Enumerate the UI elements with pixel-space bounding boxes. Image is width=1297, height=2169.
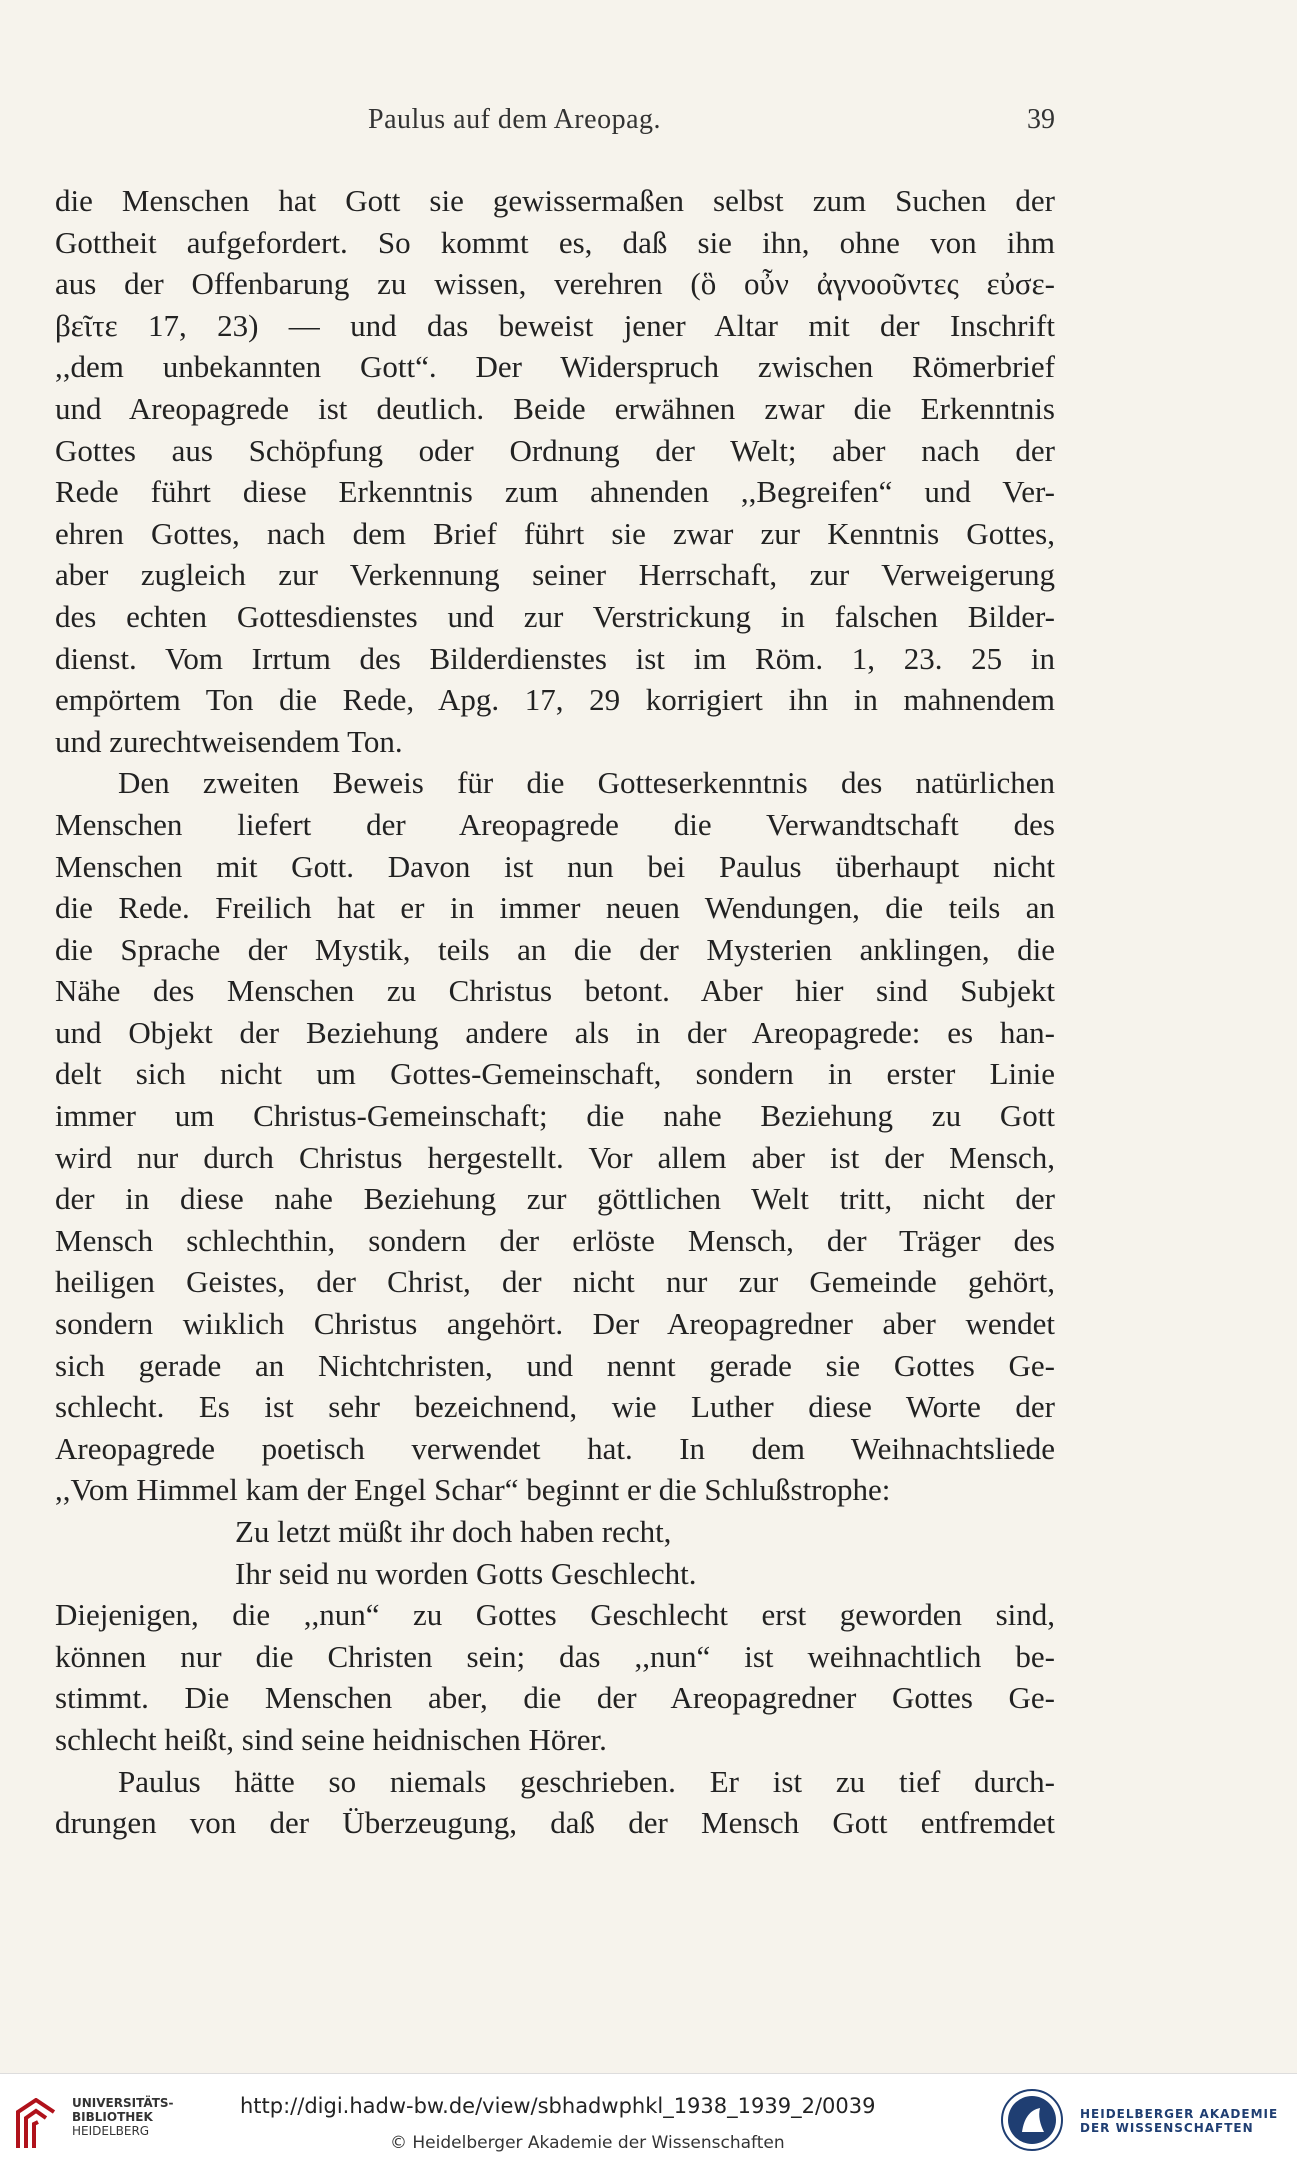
library-line-1: UNIVERSITÄTS-: [72, 2096, 174, 2110]
text-line: heiligen Geistes, der Christ, der nicht nur zur Gemeinde gehört,: [55, 1264, 1055, 1300]
text-line: Gottheit aufgefordert. So kommt es, daß sie ihn, ohne von ihm: [55, 224, 1055, 260]
text-line: stimmt. Die Menschen aber, die der Areopagredner Gottes Ge-: [55, 1680, 1055, 1716]
text-line: Menschen liefert der Areopagrede die Verwandtschaft des: [55, 806, 1055, 842]
text-line: des echten Gottesdienstes und zur Verstrickung in falschen Bilder-: [55, 598, 1055, 634]
text-line: die Sprache der Mystik, teils an die der Mysterien anklingen, die: [55, 931, 1055, 967]
text-line: Diejenigen, die ,,nun“ zu Gottes Geschlecht erst geworden sind,: [55, 1597, 1055, 1633]
text-line: Areopagrede poetisch verwendet hat. In dem Weihnachtsliede: [55, 1430, 1055, 1466]
verse-line: Zu letzt müßt ihr doch haben recht,: [235, 1514, 672, 1549]
text-line: sich gerade an Nichtchristen, und nennt gerade sie Gottes Ge-: [55, 1347, 1055, 1383]
text-line: Mensch schlechthin, sondern der erlöste Mensch, der Träger des: [55, 1222, 1055, 1258]
text-line: können nur die Christen sein; das ,,nun“ ist weihnachtlich be-: [55, 1638, 1055, 1674]
footer-bar: [0, 2073, 1297, 2169]
text-line: immer um Christus-Gemeinschaft; die nahe Beziehung zu Gott: [55, 1098, 1055, 1134]
running-header: [55, 104, 1055, 144]
verse-line: Ihr seid nu worden Gotts Geschlecht.: [235, 1555, 697, 1591]
text-line: wird nur durch Christus hergestellt. Vor allem aber ist der Mensch,: [55, 1139, 1055, 1175]
text-line: ,,Vom Himmel kam der Engel Schar“ beginnt er die Schlußstrophe:: [55, 1472, 891, 1508]
academy-name: [1080, 2107, 1278, 2135]
text-line: die Menschen hat Gott sie gewissermaßen selbst zum Suchen der: [55, 183, 1055, 218]
academy-line-1: HEIDELBERGER AKADEMIE: [1080, 2107, 1279, 2121]
text-line: ,,dem unbekannten Gott“. Der Widerspruch zwischen Römerbrief: [55, 349, 1055, 385]
text-line: schlecht heißt, sind seine heidnischen Hörer.: [55, 1721, 607, 1757]
text-line: und Areopagrede ist deutlich. Beide erwähnen zwar die Erkenntnis: [55, 390, 1055, 426]
text-line: schlecht. Es ist sehr bezeichnend, wie Luther diese Worte der: [55, 1389, 1055, 1425]
academy-seal-icon: [1000, 2088, 1064, 2152]
body-text: [55, 180, 1055, 1844]
library-line-2: BIBLIOTHEK: [72, 2110, 153, 2124]
running-title: Paulus auf dem Areopag.: [368, 104, 661, 135]
text-line: aus der Offenbarung zu wissen, verehren (ὃ οὖν ἀγνοοῦντες εὐσε-: [55, 266, 1055, 302]
text-line: und Objekt der Beziehung andere als in der Areopagrede: es han-: [55, 1014, 1055, 1050]
text-line: der in diese nahe Beziehung zur göttlichen Welt tritt, nicht der: [55, 1181, 1055, 1217]
text-line: aber zugleich zur Verkennung seiner Herrschaft, zur Verweigerung: [55, 557, 1055, 593]
text-line: βεῖτε 17, 23) — und das beweist jener Altar mit der Inschrift: [55, 307, 1055, 343]
text-line: Den zweiten Beweis für die Gotteserkenntnis des natürlichen: [118, 765, 1055, 801]
text-line: sondern wiıklich Christus angehört. Der Areopagredner aber wendet: [55, 1306, 1055, 1342]
copyright-notice: © Heidelberger Akademie der Wissenschaften: [390, 2133, 785, 2153]
text-line: delt sich nicht um Gottes-Gemeinschaft, sondern in erster Linie: [55, 1056, 1055, 1092]
academy-line-2: DER WISSENSCHAFTEN: [1080, 2121, 1254, 2135]
text-line: Rede führt diese Erkenntnis zum ahnenden ,,Begreifen“ und Ver-: [55, 474, 1055, 510]
text-line: empörtem Ton die Rede, Apg. 17, 29 korrigiert ihn in mahnendem: [55, 682, 1055, 718]
text-line: drungen von der Überzeugung, daß der Mensch Gott entfremdet: [55, 1805, 1055, 1841]
text-line: ehren Gottes, nach dem Brief führt sie zwar zur Kenntnis Gottes,: [55, 515, 1055, 551]
permalink-url[interactable]: http://digi.hadw-bw.de/view/sbhadwphkl_1938_1939_2/0039: [240, 2094, 876, 2118]
university-library-name: [72, 2096, 174, 2138]
text-line: Nähe des Menschen zu Christus betont. Aber hier sind Subjekt: [55, 973, 1055, 1009]
text-line: Menschen mit Gott. Davon ist nun bei Paulus überhaupt nicht: [55, 848, 1055, 884]
page-number: 39: [1027, 104, 1055, 135]
text-line: Gottes aus Schöpfung oder Ordnung der Welt; aber nach der: [55, 432, 1055, 468]
text-line: dienst. Vom Irrtum des Bilderdienstes ist im Röm. 1, 23. 25 in: [55, 640, 1055, 676]
library-line-3: HEIDELBERG: [72, 2124, 150, 2138]
text-line: und zurechtweisendem Ton.: [55, 723, 403, 759]
university-library-logo-icon: [14, 2098, 58, 2150]
text-line: Paulus hätte so niemals geschrieben. Er ist zu tief durch-: [118, 1763, 1055, 1799]
text-line: die Rede. Freilich hat er in immer neuen Wendungen, die teils an: [55, 890, 1055, 926]
